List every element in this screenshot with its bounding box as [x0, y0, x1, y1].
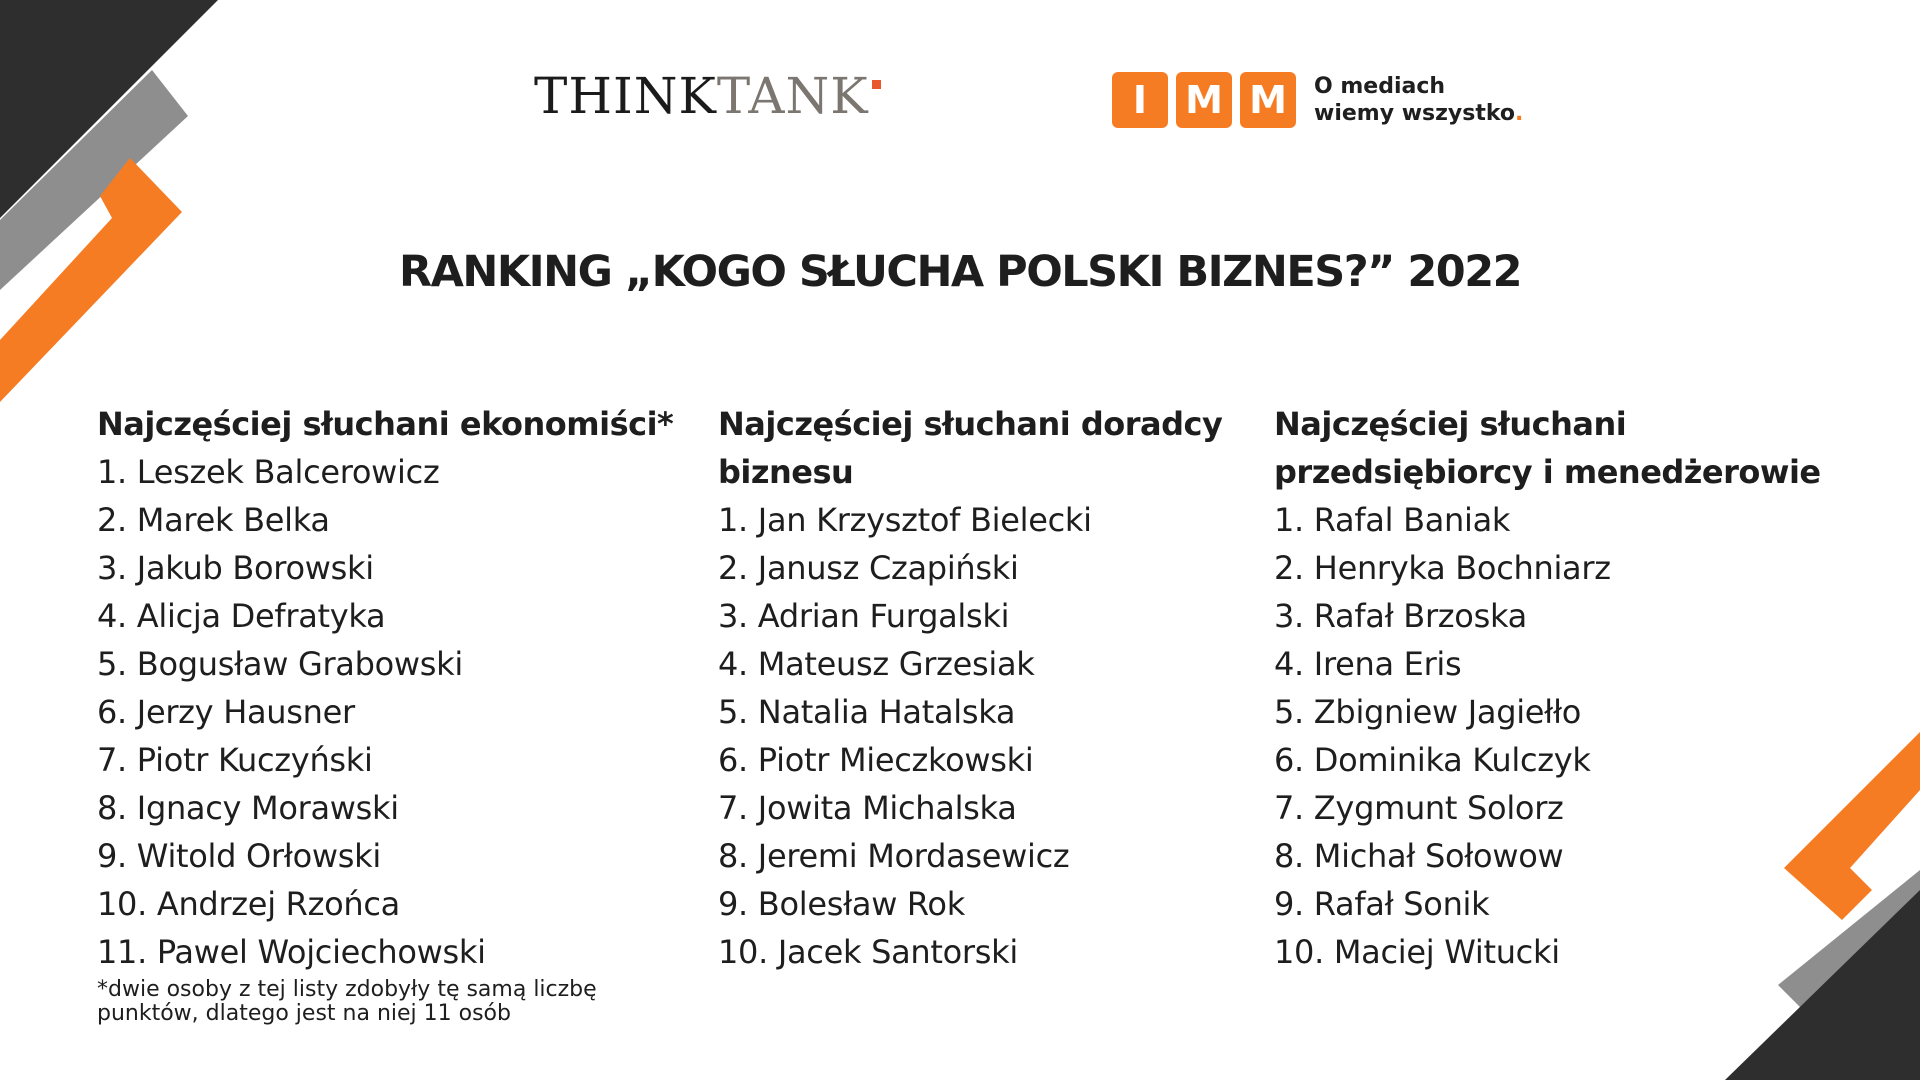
list-item: 10. Andrzej Rzońca	[97, 885, 400, 923]
list-item: 11. Pawel Wojciechowski	[97, 933, 486, 971]
imm-tagline-line1: O mediach	[1314, 74, 1446, 99]
list-item: 6. Jerzy Hausner	[97, 693, 355, 731]
column-heading: Najczęściej słuchani przedsiębiorcy i menedżerowie	[1274, 405, 1821, 491]
imm-tagline-line2-wrapper	[1314, 100, 1523, 127]
list-item: 5. Bogusław Grabowski	[97, 645, 463, 683]
thinktank-logo	[534, 66, 881, 126]
ranking-list	[718, 496, 1238, 976]
thinktank-logo-tank: TANK	[716, 67, 869, 125]
list-item: 3. Jakub Borowski	[97, 549, 374, 587]
column-business-advisors	[718, 400, 1238, 976]
column-heading: Najczęściej słuchani doradcy biznesu	[718, 405, 1223, 491]
list-item: 2. Henryka Bochniarz	[1274, 549, 1611, 587]
imm-tagline	[1314, 73, 1523, 127]
list-item: 4. Alicja Defratyka	[97, 597, 386, 635]
thinktank-logo-think: THINK	[534, 67, 717, 125]
list-item: 8. Michał Sołowow	[1274, 837, 1564, 875]
list-item: 5. Zbigniew Jagiełło	[1274, 693, 1582, 731]
list-item: 7. Piotr Kuczyński	[97, 741, 373, 779]
list-item: 9. Witold Orłowski	[97, 837, 381, 875]
top-left-dark-stripe	[0, 0, 218, 218]
list-item: 4. Mateusz Grzesiak	[718, 645, 1035, 683]
imm-tagline-line2: wiemy wszystko	[1314, 101, 1516, 126]
list-item: 6. Piotr Mieczkowski	[718, 741, 1034, 779]
thinktank-logo-dot	[872, 80, 881, 89]
list-item: 10. Jacek Santorski	[718, 933, 1018, 971]
footnote: *dwie osoby z tej listy zdobyły tę samą liczbę punktów, dlatego jest na niej 11 osób	[97, 977, 597, 1026]
ranking-list	[1274, 496, 1894, 976]
list-item: 1. Rafal Baniak	[1274, 501, 1511, 539]
list-item: 8. Jeremi Mordasewicz	[718, 837, 1070, 875]
column-economists	[97, 400, 697, 1026]
imm-logo	[1112, 72, 1523, 128]
imm-logo-letter-m1: M	[1176, 72, 1232, 128]
column-heading: Najczęściej słuchani ekonomiści*	[97, 405, 674, 443]
imm-logo-letter-m2: M	[1240, 72, 1296, 128]
list-item: 7. Zygmunt Solorz	[1274, 789, 1564, 827]
list-item: 8. Ignacy Morawski	[97, 789, 399, 827]
list-item: 3. Adrian Furgalski	[718, 597, 1010, 635]
list-item: 7. Jowita Michalska	[718, 789, 1017, 827]
imm-tagline-dot: .	[1515, 101, 1524, 126]
list-item: 6. Dominika Kulczyk	[1274, 741, 1591, 779]
list-item: 4. Irena Eris	[1274, 645, 1462, 683]
list-item: 2. Janusz Czapiński	[718, 549, 1019, 587]
list-item: 5. Natalia Hatalska	[718, 693, 1016, 731]
ranking-list	[97, 448, 697, 976]
list-item: 10. Maciej Witucki	[1274, 933, 1560, 971]
list-item: 9. Rafał Sonik	[1274, 885, 1490, 923]
list-item: 3. Rafał Brzoska	[1274, 597, 1527, 635]
column-entrepreneurs-managers	[1274, 400, 1894, 976]
list-item: 2. Marek Belka	[97, 501, 330, 539]
page-title: RANKING „KOGO SŁUCHA POLSKI BIZNES?” 2022	[398, 247, 1522, 297]
list-item: 1. Leszek Balcerowicz	[97, 453, 440, 491]
list-item: 1. Jan Krzysztof Bielecki	[718, 501, 1092, 539]
imm-logo-letter-i: I	[1112, 72, 1168, 128]
list-item: 9. Bolesław Rok	[718, 885, 965, 923]
